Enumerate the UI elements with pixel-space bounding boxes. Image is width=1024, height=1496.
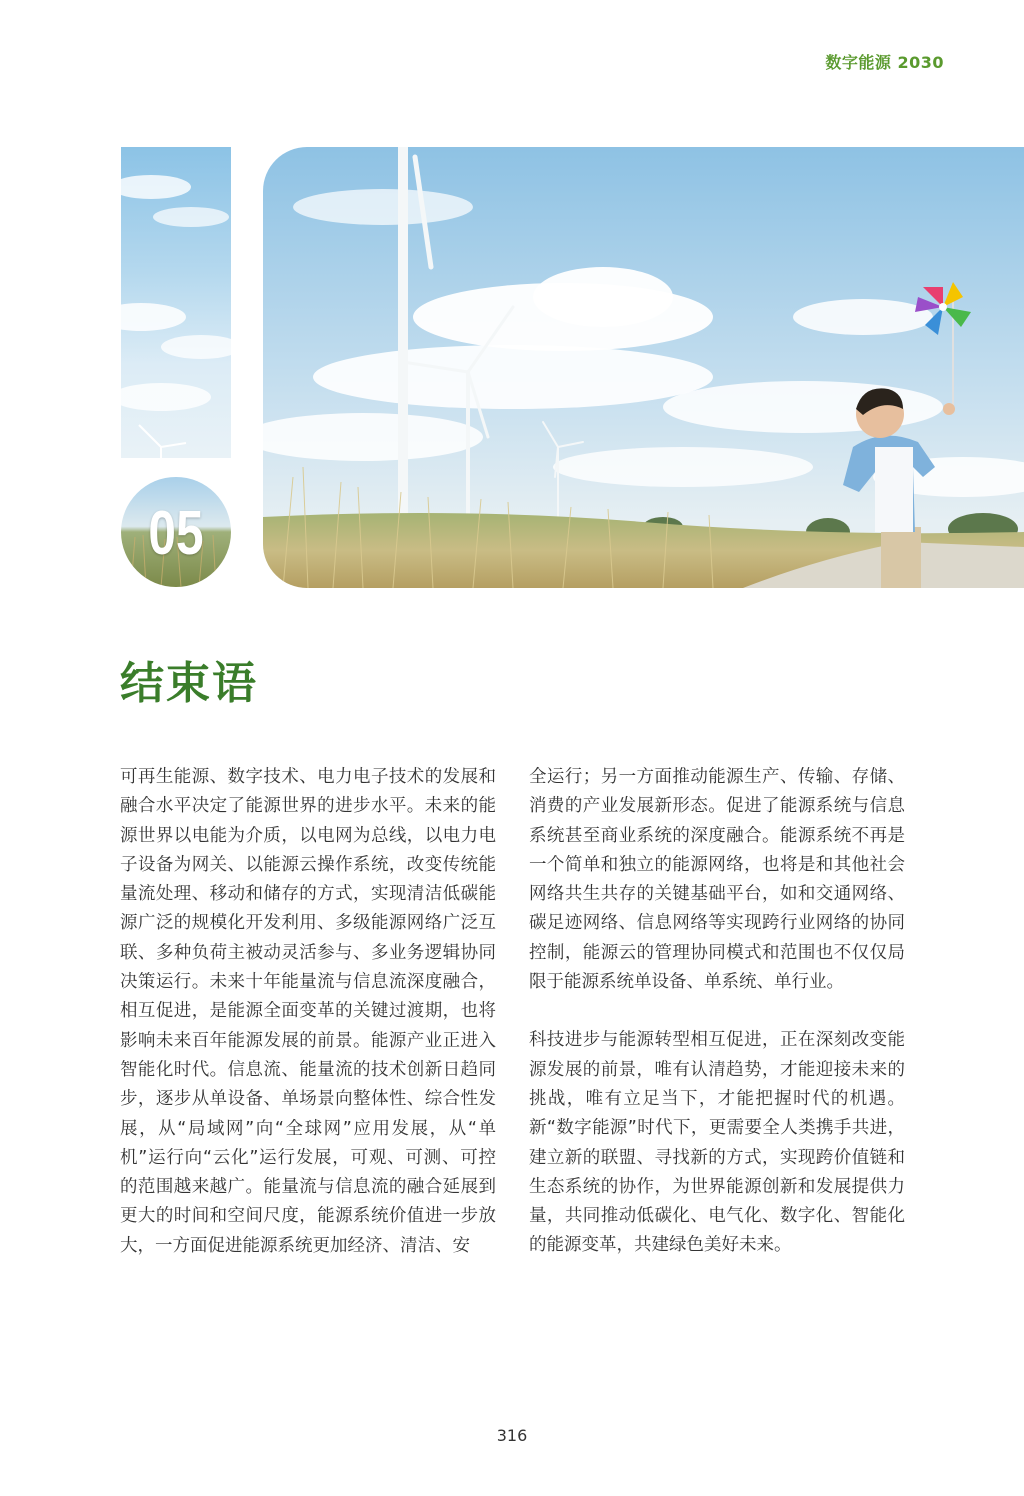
section-title: 结束语 xyxy=(120,658,258,709)
hero-strip-image xyxy=(121,147,231,458)
chapter-number: 05 xyxy=(148,499,204,568)
hero-scenery xyxy=(263,147,1024,588)
strip-scenery xyxy=(121,147,231,458)
body-column-right xyxy=(529,763,905,1261)
body-paragraph: 全运行；另一方面推动能源生产、传输、存储、消费的产业发展新形态。促进了能源系统与信息系统甚至商业系统的深度融合。能源系统不再是一个简单和独立的能源网络，也将是和其他社会网络共生共存的关键基础平台，如和交通网络、碳足迹网络、信息网络等实现跨行业网络的协同控制，能源云的管理协同模式和范围也不仅仅局限于能源系统单设备、单系统、单行业。 xyxy=(529,767,905,993)
wind-turbine-icon xyxy=(139,425,186,458)
body-paragraph: 科技进步与能源转型相互促进，正在深刻改变能源发展的前景，唯有认清趋势，才能迎接未来的挑战，唯有立足当下，才能把握时代的机遇。新“数字能源”时代下，更需要全人类携手共进，建立新的联盟、寻找新的方式，实现跨价值链和生态系统的协作，为世界能源创新和发展提供力量，共同推动低碳化、电气化、数字化、智能化的能源变革，共建绿色美好未来。 xyxy=(529,1030,905,1256)
body-column-left xyxy=(120,763,496,1261)
hero-main-image xyxy=(263,147,1024,588)
chapter-badge xyxy=(121,477,231,587)
page-number: 316 xyxy=(496,1426,528,1445)
document-header-title: 数字能源 2030 xyxy=(825,53,944,72)
body-paragraph: 可再生能源、数字技术、电力电子技术的发展和融合水平决定了能源世界的进步水平。未来的能源世界以电能为介质，以电网为总线，以电力电子设备为网关、以能源云操作系统，改变传统能量流处理、移动和储存的方式，实现清洁低碳能源广泛的规模化开发利用、多级能源网络广泛互联、多种负荷主被动灵活参与、多业务逻辑协同决策运行。未来十年能量流与信息流深度融合，相互促进，是能源全面变革的关键过渡期，也将影响未来百年能源发展的前景。能源产业正进入智能化时代。信息流、能量流的技术创新日趋同步，逐步从单设备、单场景向整体性、综合性发展，从“局域网”向“全球网”应用发展，从“单机”运行向“云化”运行发展，可观、可测、可控的范围越来越广。能量流与信息流的融合延展到更大的时间和空间尺度，能源系统价值进一步放大，一方面促进能源系统更加经济、清洁、安 xyxy=(120,767,496,1256)
